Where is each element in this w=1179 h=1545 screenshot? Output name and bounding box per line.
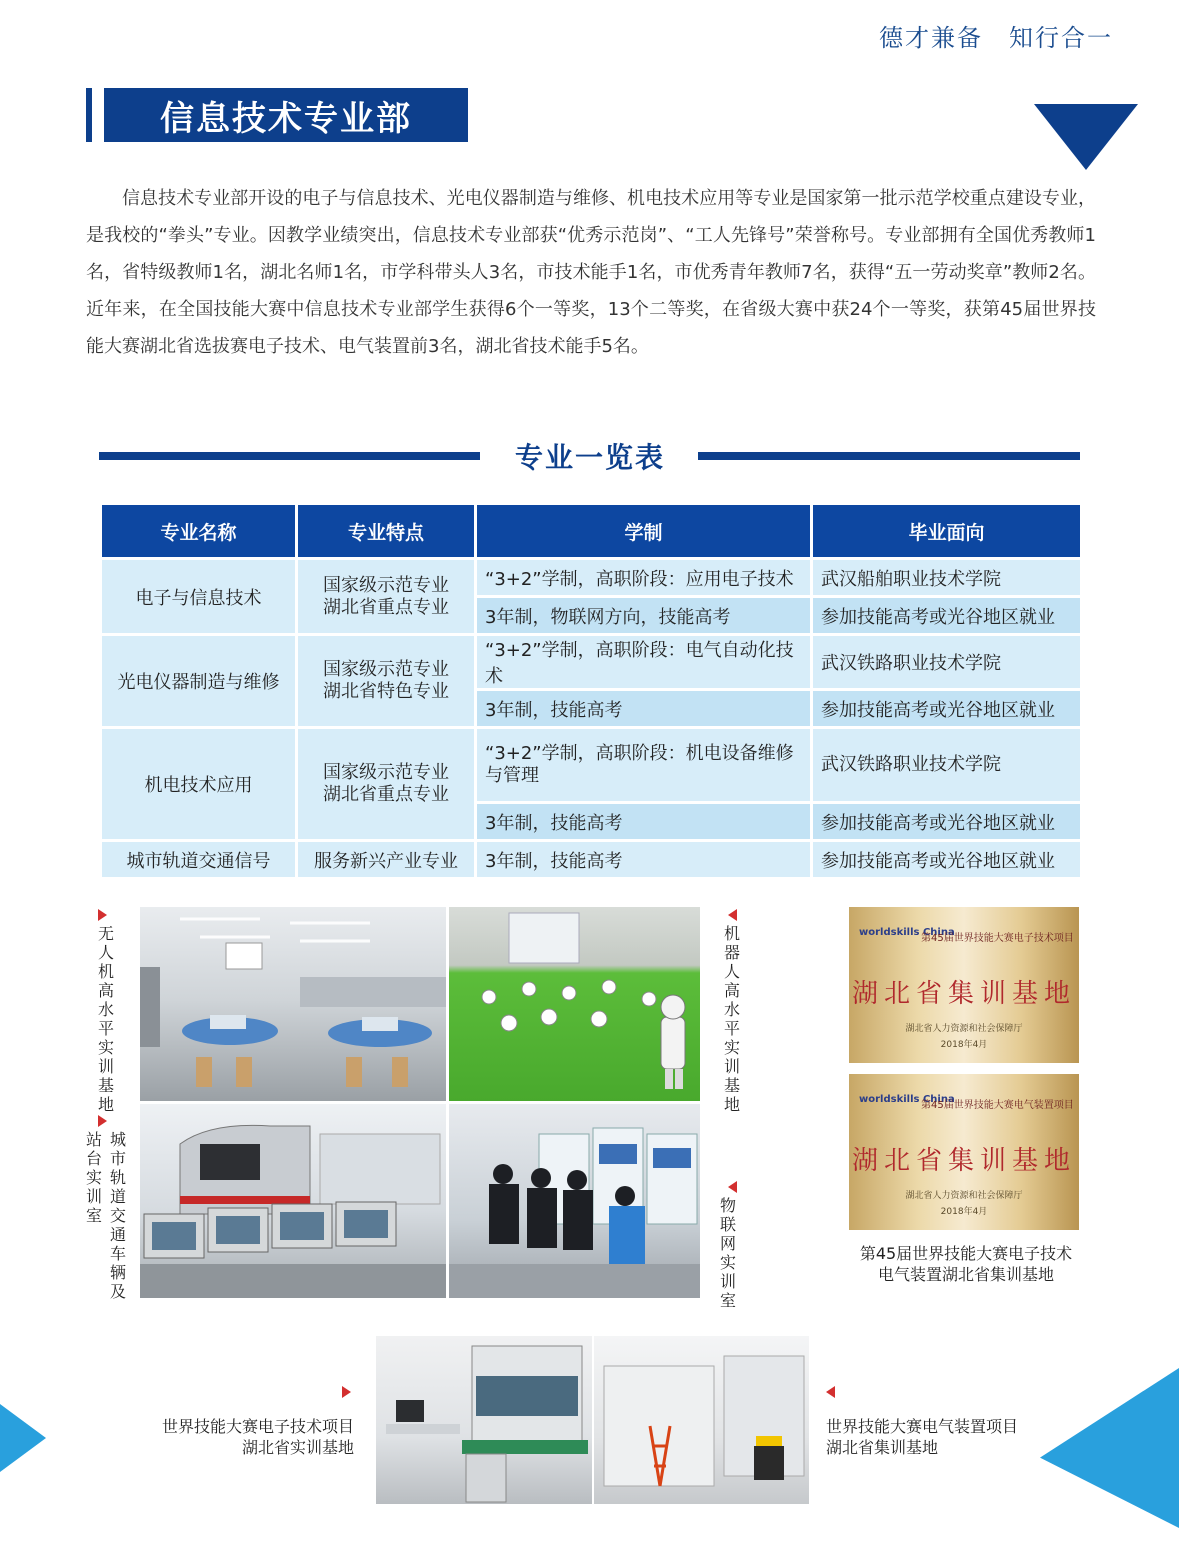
- award-plaque-electrical: [849, 1074, 1079, 1230]
- section-divider-left: [99, 452, 480, 460]
- electronics-base-caption: [150, 1416, 354, 1458]
- major-name-cell: 光电仪器制造与维修: [102, 636, 295, 726]
- electronics-caption-line2: 湖北省实训基地: [241, 1438, 354, 1457]
- pointer-marker: [342, 1383, 351, 1402]
- career-cell: 参加技能高考或光谷地区就业: [813, 804, 1080, 839]
- system-cell: 3年制，技能高考: [477, 804, 810, 839]
- drone-lab-photo: [140, 907, 446, 1101]
- worldskills-logo: worldskills China: [859, 927, 955, 938]
- major-name-cell: 城市轨道交通信号: [102, 842, 295, 877]
- caption-metro-lab-1: 城市轨道交通车辆及: [109, 1130, 126, 1301]
- major-feature-cell: 国家级示范专业 湖北省特色专业: [298, 636, 474, 726]
- pointer-marker: [728, 1178, 737, 1197]
- corner-decoration-left: [0, 1404, 46, 1472]
- table-header-row: [102, 505, 1080, 557]
- career-cell: 武汉船舶职业技术学院: [813, 560, 1080, 595]
- pointer-marker: [728, 906, 737, 925]
- system-cell: “3+2”学制，高职阶段：电气自动化技术: [477, 636, 810, 688]
- plaque-organization: 湖北省人力资源和社会保障厅: [905, 1024, 1023, 1034]
- major-feature-cell: 服务新兴产业专业: [298, 842, 474, 877]
- header-major-feature: 专业特点: [298, 505, 474, 557]
- electrical-base-photo: [594, 1336, 809, 1504]
- corner-decoration-right: [1040, 1368, 1179, 1528]
- system-cell: 3年制，物联网方向，技能高考: [477, 598, 810, 633]
- title-accent-bar: [86, 88, 92, 142]
- system-cell: 3年制，技能高考: [477, 842, 810, 877]
- plaque-caption: [850, 1243, 1082, 1285]
- plaque-date: 2018年4月: [940, 1040, 988, 1050]
- iot-lab-photo: [449, 1104, 700, 1298]
- robot-lab-photo: [449, 907, 700, 1101]
- career-cell: 武汉铁路职业技术学院: [813, 636, 1080, 688]
- pointer-marker: [98, 906, 107, 925]
- table-row: [102, 729, 1080, 801]
- award-plaque-electronics: [849, 907, 1079, 1063]
- major-name-cell: 电子与信息技术: [102, 560, 295, 633]
- intro-paragraph: 信息技术专业部开设的电子与信息技术、光电仪器制造与维修、机电技术应用等专业是国家第一批示范学校重点建设专业，是我校的“拳头”专业。因教学业绩突出，信息技术专业部获“优秀示范岗”、“工人先锋号”荣誉称号。专业部拥有全国优秀教师1名，省特级教师1名，湖北名师1名，市学科带头人3名，市技术能手1名，市优秀青年教师7名，获得“五一劳动奖章”教师2名。近年来，在全国技能大赛中信息技术专业部学生获得6个一等奖，13个二等奖，在省级大赛中获24个一等奖，获第45届世界技能大赛湖北省选拔赛电子技术、电气装置前3名，湖北省技术能手5名。: [86, 188, 1096, 357]
- caption-drone-lab: 无人机高水平实训基地: [97, 924, 114, 1114]
- plaque-subtitle: 第45届世界技能大赛电子技术项目: [921, 933, 1074, 944]
- plaque-organization: 湖北省人力资源和社会保障厅: [905, 1191, 1023, 1201]
- system-cell: “3+2”学制，高职阶段：机电设备维修与管理: [477, 729, 810, 801]
- electrical-base-caption: [826, 1416, 1046, 1458]
- major-name-cell: 机电技术应用: [102, 729, 295, 839]
- table-row: [102, 842, 1080, 877]
- table-row: [102, 560, 1080, 595]
- system-cell: 3年制，技能高考: [477, 691, 810, 726]
- caption-iot-lab: 物联网实训室: [719, 1196, 736, 1310]
- plaque-date: 2018年4月: [940, 1207, 988, 1217]
- plaque-main-text: 湖北省集训基地: [851, 1146, 1076, 1176]
- majors-table: [99, 502, 1083, 880]
- pointer-marker: [826, 1383, 835, 1402]
- corner-triangle-decoration: [1034, 104, 1138, 170]
- electronics-base-photo: [376, 1336, 592, 1504]
- career-cell: 参加技能高考或光谷地区就业: [813, 842, 1080, 877]
- header-study-system: 学制: [477, 505, 810, 557]
- header-career-path: 毕业面向: [813, 505, 1080, 557]
- section-divider-right: [698, 452, 1080, 460]
- slogan: 德才兼备 知行合一: [879, 24, 1113, 52]
- plaque-caption-line1: 第45届世界技能大赛电子技术: [859, 1244, 1073, 1263]
- metro-lab-photo: [140, 1104, 446, 1298]
- table-row: [102, 636, 1080, 688]
- major-feature-cell: 国家级示范专业 湖北省重点专业: [298, 729, 474, 839]
- career-cell: 武汉铁路职业技术学院: [813, 729, 1080, 801]
- caption-robot-lab: 机器人高水平实训基地: [723, 924, 740, 1114]
- career-cell: 参加技能高考或光谷地区就业: [813, 598, 1080, 633]
- caption-metro-lab-2: 站台实训室: [85, 1130, 102, 1225]
- page-title: 信息技术专业部: [104, 88, 468, 142]
- header-major-name: 专业名称: [102, 505, 295, 557]
- system-cell: “3+2”学制，高职阶段：应用电子技术: [477, 560, 810, 595]
- electrical-caption-line1: 世界技能大赛电气装置项目: [826, 1417, 1019, 1436]
- pointer-marker: [98, 1112, 107, 1131]
- electronics-caption-line1: 世界技能大赛电子技术项目: [161, 1417, 354, 1436]
- plaque-caption-line2: 电气装置湖北省集训基地: [877, 1265, 1054, 1284]
- plaque-main-text: 湖北省集训基地: [851, 979, 1076, 1009]
- major-feature-cell: 国家级示范专业 湖北省重点专业: [298, 560, 474, 633]
- worldskills-logo: worldskills China: [859, 1094, 955, 1105]
- electrical-caption-line2: 湖北省集训基地: [826, 1438, 939, 1457]
- plaque-subtitle: 第45届世界技能大赛电气装置项目: [921, 1100, 1074, 1111]
- career-cell: 参加技能高考或光谷地区就业: [813, 691, 1080, 726]
- section-title: 专业一览表: [514, 441, 665, 474]
